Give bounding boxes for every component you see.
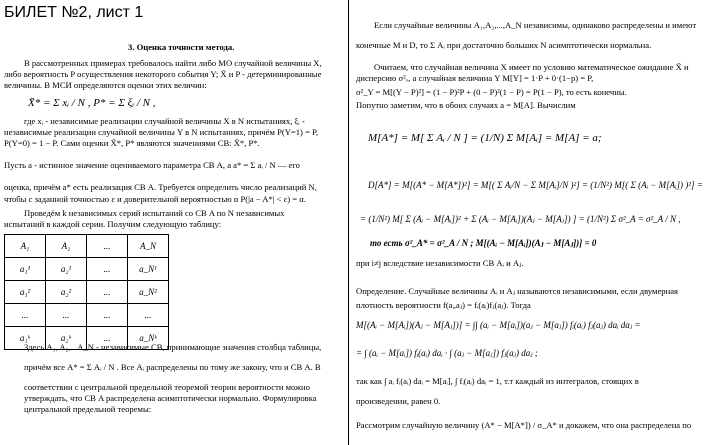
para2-line2: независимые реализации случайной величины Y в N испытаниях, причём P(Y=1) = P, [4, 127, 319, 137]
table-row [5, 304, 169, 327]
table-row [5, 258, 169, 281]
table-cell: ... [87, 258, 128, 281]
table-cell: ... [46, 304, 87, 327]
table-cell: a₁ᵏ [5, 327, 46, 350]
para5-line2: причём все A* = Σ Aᵢ / N . Все Aᵢ распределены по тому же закону, что и СВ A. В [24, 362, 321, 372]
table-header-cell: A₂ [46, 235, 87, 258]
table-row [5, 281, 169, 304]
last-line: Рассмотрим случайную величину (A* − M[A*]) / σ_A* и докажем, что она распределена по [356, 420, 692, 430]
para2-line1: где xᵢ - независимые реализации случайной величины X в N испытаниях, ξᵢ - [24, 116, 305, 126]
definition-line1: Определение. Случайные величины Aᵢ и Aⱼ называются независимыми, если двумерная [356, 286, 678, 296]
table-cell: a₂ᵏ [46, 327, 87, 350]
table-cell: a_Nᵏ [128, 327, 169, 350]
table-cell: a₁¹ [5, 258, 46, 281]
para5-line4: утверждать, что СВ A распределена асимптотически нормально. Формулировка [24, 393, 317, 403]
table-cell: a₁² [5, 281, 46, 304]
para5-line5: центральной предельной теоремы: [24, 404, 152, 414]
para4-line2: испытаний в каждой серии. Получим следующую таблицу: [4, 219, 222, 229]
equation-mean: M[A*] = M[ Σ Aᵢ / N ] = (1/N) Σ M[Aᵢ] = M[A] = a; [368, 132, 602, 144]
para3-line3: чтобы с заданной точностью ε и доверительной вероятностью α P(|a − A*| < ε) = α. [4, 194, 306, 204]
para3-line2: оценка, причём a* есть реализация СВ A. Требуется определить число реализаций N, [4, 182, 317, 192]
definition-line2: плотность вероятности f(aᵢ,aⱼ) = fᵢ(aᵢ)fⱼ(aⱼ). Тогда [356, 300, 531, 310]
clt-line1: Если случайные величины A₁,A₂,...,A_N независимы, одинаково распределены и имеют [374, 20, 697, 30]
equation-variance-cont: = (1/N²) M[ Σ (Aᵢ − M[Aᵢ])² + Σ (Aᵢ − M[Aᵢ])(Aⱼ − M[Aⱼ]) ] = (1/N²) Σ σ²_A = σ²_A / N , [360, 214, 681, 224]
table-header-cell: A_N [128, 235, 169, 258]
table-cell: ... [87, 327, 128, 350]
table-cell: a_N¹ [128, 258, 169, 281]
section-title: 3. Оценка точности метода. [128, 42, 235, 52]
p2-line1: Очитаем, что случайная величина X имеет по условию математическое ожидание X̄ и [374, 62, 689, 72]
left-page [0, 0, 348, 445]
table-cell: ... [128, 304, 169, 327]
page-divider [348, 0, 349, 445]
table-cell: ... [5, 304, 46, 327]
equation-variance: D[A*] = M[(A* − M[A*])²] = M[( Σ Aᵢ/N − Σ M[Aᵢ]/N )²] = (1/N²) M[( Σ (Aᵢ − M[Aᵢ]) )²] = [368, 180, 703, 190]
formula-estimates: X̄* = Σ xᵢ / N , P* = Σ ξᵢ / N , [28, 97, 156, 109]
equation-sigma: то есть σ²_A* = σ²_A / N ; M[(Aᵢ − M[Aᵢ])(Aⱼ − M[Aⱼ])] = 0 [370, 238, 597, 248]
independence-note: при i≠j вследствие независимости СВ Aᵢ и Aⱼ. [356, 258, 524, 268]
equation-integral-split: = ∫ (aᵢ − M[aᵢ]) fᵢ(aᵢ) daᵢ · ∫ (aⱼ − M[aⱼ]) fⱼ(aⱼ) daⱼ ; [356, 348, 538, 358]
series-table [4, 234, 169, 350]
table-cell: ... [87, 281, 128, 304]
table-cell: a_N² [128, 281, 169, 304]
table-header-cell: A₁ [5, 235, 46, 258]
para3-line1: Пусть a - истинное значение оцениваемого параметра СВ A, а a* = Σ aᵢ / N — его [4, 160, 300, 170]
p2-line4: Попутно заметим, что в обоих случаях a = M[A]. Вычислим [356, 100, 576, 110]
p2-line3: σ²_Y = M[(Y − P)²] = (1 − P)²P + (0 − P)²(1 − P) = P(1 − P), то есть конечны. [356, 87, 627, 97]
right-page [352, 0, 712, 445]
table-cell: ... [87, 304, 128, 327]
para2-line3: P(Y=0) = 1 − P. Сами оценки X̄*, P* являются значениями СВ: X̄*, P*. [4, 138, 260, 148]
integral-note-line2: произведении, равен 0. [356, 396, 441, 406]
page-title: БИЛЕТ №2, лист 1 [4, 4, 144, 21]
integral-note-line1: так как ∫ aᵢ fᵢ(aᵢ) daᵢ = M[aᵢ], ∫ fᵢ(aᵢ) daᵢ = 1, т.т каждый из интегралов, стоящих в [356, 376, 639, 386]
para5-line3: соответствии с центральной предельной теоремой теории вероятности можно [24, 382, 310, 392]
p2-line2: дисперсию σ²ₓ, а случайная величина Y M[Y] = 1·P + 0·(1−p) = P, [356, 73, 594, 83]
table-cell: a₂² [46, 281, 87, 304]
para1-line3: величины. В МСИ определяются оценки этих величин: [4, 80, 207, 90]
table-header-row [5, 235, 169, 258]
para5-line1: Здесь A₁, A₂,...A_N - независимые СВ, принимающие значения столбца таблицы, [24, 342, 322, 352]
para1-line2: либо вероятность P осуществления некоторого события Y; X̄ и P - детерминированные [4, 69, 322, 79]
clt-line2: конечные M и D, то Σ Aᵢ при достаточно больших N асимптотически нормальна. [356, 40, 652, 50]
equation-integral: M[(Aᵢ − M[Aᵢ])(Aⱼ − M[Aⱼ])] = ∫∫ (aᵢ − M[aᵢ])(aⱼ − M[aⱼ]) fᵢ(aᵢ) fⱼ(aⱼ) daᵢ daⱼ = [356, 320, 641, 330]
para1-line1: В рассмотренных примерах требовалось найти либо МО случайной величины X, [24, 58, 322, 68]
table-header-cell: ... [87, 235, 128, 258]
para4-line1: Проведём k независимых серий испытаний со СВ A по N независимых [24, 208, 285, 218]
table-cell: a₂¹ [46, 258, 87, 281]
